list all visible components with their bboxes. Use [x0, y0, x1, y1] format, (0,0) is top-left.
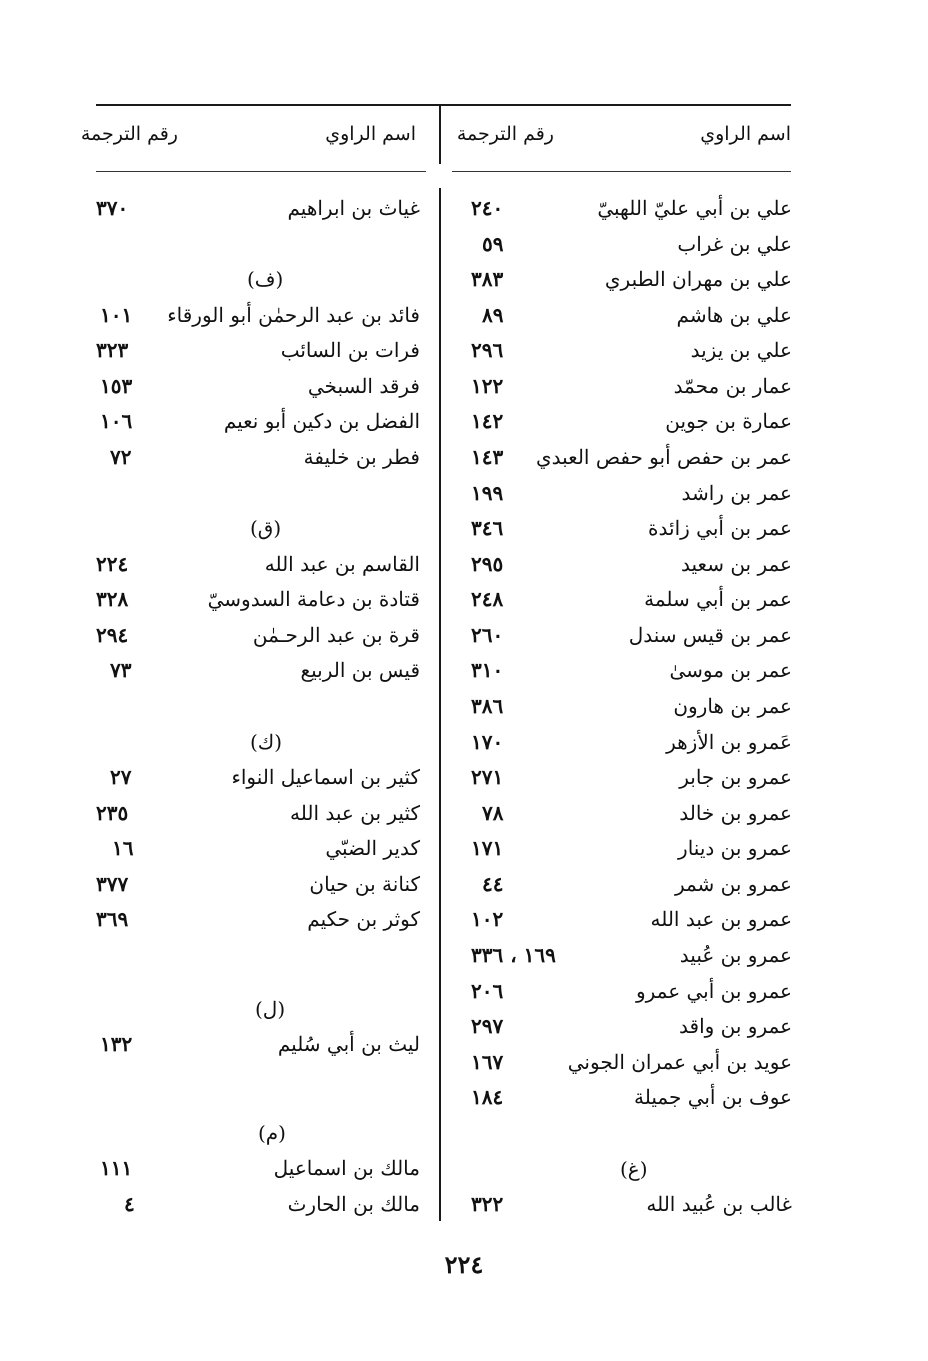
narrator-name: كدير الضبّي [325, 836, 420, 860]
biography-number: ١١١ [100, 1156, 133, 1180]
narrator-name: عمر بن أبي زائدة [648, 516, 792, 540]
narrator-name: الفضل بن دكين أبو نعيم [223, 409, 420, 433]
narrator-name: علي بن مهران الطبري [604, 267, 792, 291]
narrator-name: عمر بن موسىٰ [669, 658, 792, 682]
narrator-name: كوثر بن حكيم [307, 907, 420, 931]
list-item [96, 653, 420, 687]
list-item [96, 1027, 420, 1061]
list-item [440, 725, 792, 759]
narrator-name: مالك بن اسماعيل [273, 1156, 420, 1180]
section-letter-m: (م) [258, 1121, 286, 1145]
list-item [440, 262, 792, 296]
biography-number: ٣٨٦ [471, 694, 504, 718]
list-item [96, 1151, 420, 1185]
biography-number: ٣٢٣ [96, 338, 129, 362]
biography-number: ١٦٧ [471, 1050, 504, 1074]
list-item [96, 796, 420, 830]
biography-number: ٢٤٨ [471, 587, 504, 611]
list-item [440, 1080, 792, 1114]
biography-number: ١٤٣ [471, 445, 504, 469]
list-item [96, 1187, 420, 1221]
left-col-name-header: اسم الراوي [325, 123, 416, 145]
list-item [96, 582, 420, 616]
list-item [96, 404, 420, 438]
narrator-name: عمار بن محمّد [673, 374, 792, 398]
narrator-name: القاسم بن عبد الله [264, 552, 420, 576]
list-item [440, 476, 792, 510]
biography-number: ١٥٣ [100, 374, 133, 398]
narrator-name: قيس بن الربيع [300, 658, 420, 682]
narrator-name: عمرو بن أبي عمرو [635, 979, 792, 1003]
list-item [440, 938, 792, 972]
biography-number: ٢٩٧ [471, 1014, 504, 1038]
list-item [440, 191, 792, 225]
narrator-name: فطر بن خليفة [303, 445, 420, 469]
narrator-name: غياث بن ابراهيم [287, 196, 420, 220]
list-item [96, 831, 420, 865]
narrator-name: عمر بن راشد [681, 481, 792, 505]
narrator-name: عويد بن أبي عمران الجوني [567, 1050, 792, 1074]
narrator-name: ليث بن أبي سُليم [277, 1032, 420, 1056]
narrator-name: غالب بن عُبيد الله [646, 1192, 792, 1216]
list-item [96, 547, 420, 581]
biography-number: ٢٩٤ [96, 623, 129, 647]
list-item [440, 333, 792, 367]
biography-number: ٧٢ [110, 445, 132, 469]
section-letter-k: (ك) [250, 730, 283, 754]
biography-number: ٥٩ [482, 232, 504, 256]
list-item [96, 369, 420, 403]
section-letter-q: (ق) [250, 516, 282, 540]
narrator-name: عمرو بن خالد [679, 801, 792, 825]
biography-number: ١٧١ [471, 836, 504, 860]
narrator-name: علي بن يزيد [690, 338, 792, 362]
biography-number: ٢٢٤ [96, 552, 129, 576]
narrator-name: كثير بن اسماعيل النواء [231, 765, 420, 789]
biography-number: ٣٨٣ [471, 267, 504, 291]
list-item [440, 867, 792, 901]
biography-number: ٧٣ [110, 658, 132, 682]
biography-number: ٨٩ [482, 303, 504, 327]
biography-number: ٣٤٦ [471, 516, 504, 540]
list-item [440, 618, 792, 652]
narrator-name: مالك بن الحارث [287, 1192, 420, 1216]
narrator-name: كنانة بن حيان [309, 872, 420, 896]
biography-number: ١٦ [112, 836, 134, 860]
narrator-name: عمرو بن جابر [679, 765, 792, 789]
list-item [96, 440, 420, 474]
biography-number: ٤ [124, 1192, 135, 1216]
biography-number: ٣٦٩ [96, 907, 129, 931]
biography-number: ٧٨ [482, 801, 504, 825]
list-item [440, 902, 792, 936]
list-item [440, 760, 792, 794]
narrator-name: عَمرو بن الأزهر [666, 730, 792, 754]
list-item [440, 582, 792, 616]
narrator-name: فائد بن عبد الرحمٰن أبو الورقاء [167, 303, 420, 327]
page-number: ٢٢٤ [444, 1250, 484, 1279]
biography-number: ٢٩٥ [471, 552, 504, 576]
narrator-name: عمرو بن شمر [674, 872, 792, 896]
narrator-name: فرقد السبخي [307, 374, 420, 398]
right-col-name-header: اسم الراوي [700, 123, 791, 145]
biography-number: ٣٢٢ [471, 1192, 504, 1216]
biography-number: ٤٤ [482, 872, 504, 896]
biography-number: ١٧٠ [471, 730, 504, 754]
narrator-name: عمر بن سعيد [681, 552, 792, 576]
biography-number: ٢٧ [110, 765, 132, 789]
list-item [440, 796, 792, 830]
biography-number: ١٢٢ [471, 374, 504, 398]
list-item [96, 618, 420, 652]
section-letter-l: (ل) [255, 997, 286, 1021]
narrator-name: قرة بن عبد الرحـمٰن [252, 623, 420, 647]
narrator-name: قتادة بن دعامة السدوسيّ [207, 587, 420, 611]
narrator-name: عمرو بن دينار [678, 836, 792, 860]
biography-number: ١٦٩ ، ٣٣٦ [471, 943, 556, 967]
list-item [440, 298, 792, 332]
section-letter-f: (ف) [247, 267, 284, 291]
list-item [440, 1045, 792, 1079]
list-item [440, 227, 792, 261]
narrator-name: عمر بن هارون [673, 694, 792, 718]
list-item [440, 1187, 792, 1221]
narrator-name: علي بن غراب [677, 232, 792, 256]
biography-number: ١٩٩ [471, 481, 504, 505]
narrator-name: عمر بن حفص أبو حفص العبدي [535, 445, 792, 469]
list-item [440, 653, 792, 687]
narrator-name: كثير بن عبد الله [290, 801, 420, 825]
list-item [440, 547, 792, 581]
narrator-name: عمارة بن جوين [665, 409, 792, 433]
list-item [96, 333, 420, 367]
list-item [440, 974, 792, 1008]
narrator-name: عمر بن أبي سلمة [644, 587, 792, 611]
biography-number: ٢٧١ [471, 765, 504, 789]
left-col-num-header: رقم الترجمة [80, 123, 178, 145]
biography-number: ١٨٤ [471, 1085, 504, 1109]
list-item [96, 760, 420, 794]
biography-number: ١٠٢ [471, 907, 504, 931]
list-item [440, 440, 792, 474]
top-rule [96, 104, 791, 106]
narrator-name: علي بن هاشم [676, 303, 792, 327]
narrator-name: علي بن أبي عليّ اللهبيّ [597, 196, 792, 220]
biography-number: ٢٠٦ [471, 979, 504, 1003]
biography-number: ٣٢٨ [96, 587, 129, 611]
biography-number: ١٤٢ [471, 409, 504, 433]
list-item [440, 404, 792, 438]
biography-number: ٣١٠ [471, 658, 504, 682]
list-item [440, 369, 792, 403]
biography-number: ٢٤٠ [471, 196, 504, 220]
right-col-num-header: رقم الترجمة [456, 123, 554, 145]
narrator-name: عمرو بن واقد [679, 1014, 792, 1038]
biography-number: ٢٦٠ [471, 623, 504, 647]
narrator-name: عمرو بن عبد الله [650, 907, 792, 931]
list-item [96, 902, 420, 936]
list-item [440, 689, 792, 723]
narrator-name: عوف بن أبي جميلة [634, 1085, 792, 1109]
list-item [440, 1009, 792, 1043]
narrator-name: فرات بن السائب [280, 338, 420, 362]
list-item [96, 298, 420, 332]
biography-number: ١٣٢ [100, 1032, 133, 1056]
biography-number: ٣٧٠ [96, 196, 129, 220]
list-item [96, 191, 420, 225]
list-item [440, 831, 792, 865]
narrator-name: عمرو بن عُبيد [679, 943, 792, 967]
biography-number: ٢٣٥ [96, 801, 129, 825]
narrator-name: عمر بن قيس سندل [628, 623, 792, 647]
biography-number: ٢٩٦ [471, 338, 504, 362]
header-rule-right [452, 171, 791, 172]
header-rule-left [96, 171, 426, 172]
column-divider [439, 106, 441, 164]
list-item [96, 867, 420, 901]
section-letter-gh: (غ) [620, 1157, 648, 1181]
biography-number: ٣٧٧ [96, 872, 129, 896]
biography-number: ١٠١ [100, 303, 133, 327]
biography-number: ١٠٦ [100, 409, 133, 433]
list-item [440, 511, 792, 545]
